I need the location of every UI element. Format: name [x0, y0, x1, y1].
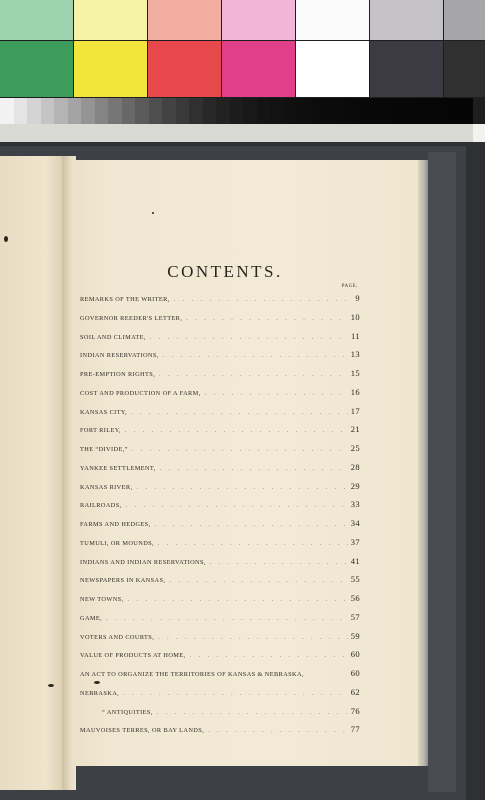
contents-entry [80, 312, 360, 331]
entry-label: NEW TOWNS, [80, 596, 124, 603]
entry-page-number: 34 [350, 518, 360, 528]
entry-label: AN ACT TO ORGANIZE THE TERRITORIES OF KANSAS & NEBRASKA, [80, 671, 304, 678]
entry-page-number: 9 [355, 293, 360, 303]
entry-label: FORT RILEY, [80, 427, 121, 435]
entry-page-number: 76 [350, 705, 360, 716]
calibration-card-edge [473, 124, 485, 142]
gray-patch [432, 98, 446, 124]
entry-page-number: 21 [350, 424, 360, 435]
gray-patch [378, 98, 392, 124]
dot-leader [159, 353, 348, 359]
dot-leader [121, 428, 348, 434]
dot-leader [119, 691, 348, 697]
contents-entry [80, 387, 360, 406]
color-calibration-target [0, 0, 485, 142]
entry-label: NEBRASKA, [80, 689, 120, 697]
gray-patch [27, 98, 41, 124]
entry-label: TUMULI, OR MOUNDS, [80, 539, 155, 547]
contents-entry [80, 706, 360, 725]
gray-patch [270, 98, 284, 124]
entry-page-number: 33 [350, 499, 360, 510]
color-swatch [0, 41, 73, 97]
color-swatch [74, 41, 147, 97]
entry-label: THE “DIVIDE,” [80, 446, 128, 453]
dot-leader [124, 597, 348, 603]
gray-patch [230, 98, 244, 124]
dot-leader [128, 447, 348, 453]
dot-leader [102, 616, 348, 622]
gray-patch [338, 98, 352, 124]
entry-page-number: 60 [350, 668, 360, 678]
contents-entry [80, 443, 360, 462]
ink-spot [4, 236, 8, 242]
gray-patch [14, 98, 28, 124]
entry-label: KANSAS RIVER, [80, 483, 133, 491]
entry-label: MAUVOISES TERRES, OR BAY LANDS, [80, 727, 205, 735]
entry-label: PRE-EMPTION RIGHTS, [80, 371, 156, 378]
color-swatch-row-light [0, 0, 485, 40]
entry-label: GAME, [80, 614, 103, 622]
contents-title: CONTENTS. [167, 262, 283, 281]
gray-patch [122, 98, 136, 124]
gray-patch [297, 98, 311, 124]
dot-leader [132, 485, 348, 491]
color-swatch [74, 0, 147, 40]
dot-leader [154, 541, 348, 547]
entry-label: REMARKS OF THE WRITER, [80, 296, 170, 303]
color-swatch [222, 0, 295, 40]
entry-page-number: 13 [350, 349, 360, 360]
gray-patch [41, 98, 55, 124]
dot-leader [151, 522, 348, 528]
dot-leader [153, 710, 348, 716]
contents-entry [80, 331, 360, 350]
color-swatch [0, 0, 73, 40]
entry-label: RAILROADS, [80, 502, 122, 510]
dot-leader [201, 391, 348, 397]
entry-page-number: 60 [350, 649, 360, 660]
color-swatch [148, 0, 221, 40]
page-column-header: PAGE. [341, 284, 358, 289]
contents-entry [80, 406, 360, 425]
entry-label: INDIANS AND INDIAN RESERVATIONS, [80, 558, 206, 566]
dot-leader [182, 316, 348, 322]
entry-page-number: 57 [350, 611, 360, 622]
entry-page-number: 11 [351, 330, 360, 341]
dot-leader [186, 653, 348, 659]
gray-patch [311, 98, 325, 124]
page-edges [418, 160, 428, 766]
color-swatch [222, 41, 295, 97]
contents-entry [80, 481, 360, 500]
gray-patch [324, 98, 338, 124]
entry-page-number: 56 [350, 593, 360, 603]
contents-entry [80, 649, 360, 668]
book-cover-board [428, 152, 456, 792]
gray-patch [95, 98, 109, 124]
gray-patch [392, 98, 406, 124]
contents-entry [80, 631, 360, 650]
color-swatch [296, 0, 369, 40]
entry-page-number: 59 [350, 630, 360, 641]
contents-entry [80, 349, 360, 368]
gray-patch [176, 98, 190, 124]
contents-entry [80, 612, 360, 631]
dot-leader [156, 466, 348, 472]
entry-label: VALUE OF PRODUCTS AT HOME, [80, 652, 186, 660]
entry-page-number: 55 [350, 574, 360, 585]
gray-patch [446, 98, 460, 124]
color-swatch [296, 41, 369, 97]
dot-leader [206, 560, 348, 566]
entry-page-number: 15 [350, 368, 360, 378]
color-swatch [370, 41, 443, 97]
entry-label: SOIL AND CLIMATE, [80, 333, 146, 341]
dot-leader [165, 578, 348, 584]
gray-patch [149, 98, 163, 124]
entry-page-number: 77 [350, 724, 360, 735]
dot-leader [127, 410, 348, 416]
gray-patch [459, 98, 473, 124]
ink-spot [152, 212, 154, 214]
gray-patch [68, 98, 82, 124]
entry-page-number: 37 [350, 536, 360, 547]
entry-label: KANSAS CITY, [80, 408, 128, 416]
calibration-card-base [0, 124, 485, 142]
entry-label: VOTERS AND COURTS, [80, 633, 155, 641]
table-of-contents [80, 262, 360, 735]
color-swatch-row-saturated [0, 41, 485, 97]
gray-patch [54, 98, 68, 124]
entry-page-number: 17 [350, 405, 360, 416]
contents-entry [80, 462, 360, 481]
left-page [0, 156, 66, 790]
entry-page-number: 25 [350, 443, 360, 453]
dot-leader [146, 335, 348, 341]
dot-leader [154, 635, 348, 641]
entry-label: GOVERNOR REEDER'S LETTER, [80, 314, 183, 322]
entry-label: COST AND PRODUCTION OF A FARM, [80, 389, 201, 397]
entry-page-number: 28 [350, 461, 360, 472]
entry-label: INDIAN RESERVATIONS, [80, 352, 159, 360]
color-swatch [370, 0, 443, 40]
contents-entry [80, 518, 360, 537]
dot-leader [155, 372, 348, 378]
gray-patch [351, 98, 365, 124]
gray-patch [419, 98, 433, 124]
gray-patch [203, 98, 217, 124]
contents-entry [80, 724, 360, 743]
dot-leader [170, 297, 348, 303]
gray-patch [365, 98, 379, 124]
gray-patch [243, 98, 257, 124]
gray-patch [405, 98, 419, 124]
contents-entry [80, 668, 360, 687]
gray-patch [189, 98, 203, 124]
gray-patch [135, 98, 149, 124]
entry-label: YANKEE SETTLEMENT, [80, 464, 156, 472]
entry-label: “ ANTIQUITIES, [102, 708, 153, 716]
contents-entry [80, 424, 360, 443]
contents-entry [80, 556, 360, 575]
contents-entry [80, 593, 360, 612]
contents-entry [80, 368, 360, 387]
gray-patch [0, 98, 14, 124]
gray-patch [108, 98, 122, 124]
ink-spot [48, 684, 54, 687]
gray-patch [216, 98, 230, 124]
gray-patch [162, 98, 176, 124]
entry-page-number: 10 [350, 311, 360, 322]
contents-entry [80, 499, 360, 518]
entry-page-number: 41 [350, 555, 360, 566]
color-swatch [444, 0, 485, 40]
contents-entry [80, 537, 360, 556]
color-swatch [148, 41, 221, 97]
entry-label: FARMS AND HEDGES, [80, 521, 151, 528]
gray-patch [257, 98, 271, 124]
entry-page-number: 62 [350, 686, 360, 697]
entry-page-number: 29 [350, 480, 360, 491]
contents-entry [80, 574, 360, 593]
color-swatch [444, 41, 485, 97]
entry-page-number: 16 [350, 386, 360, 397]
contents-entry [80, 687, 360, 706]
contents-entry [80, 293, 360, 312]
dot-leader [122, 503, 348, 509]
gray-patch [81, 98, 95, 124]
entry-label: NEWSPAPERS IN KANSAS, [80, 577, 166, 585]
dot-leader [204, 728, 348, 734]
contents-entries [80, 293, 360, 743]
grayscale-strip [0, 98, 473, 124]
gray-patch [284, 98, 298, 124]
